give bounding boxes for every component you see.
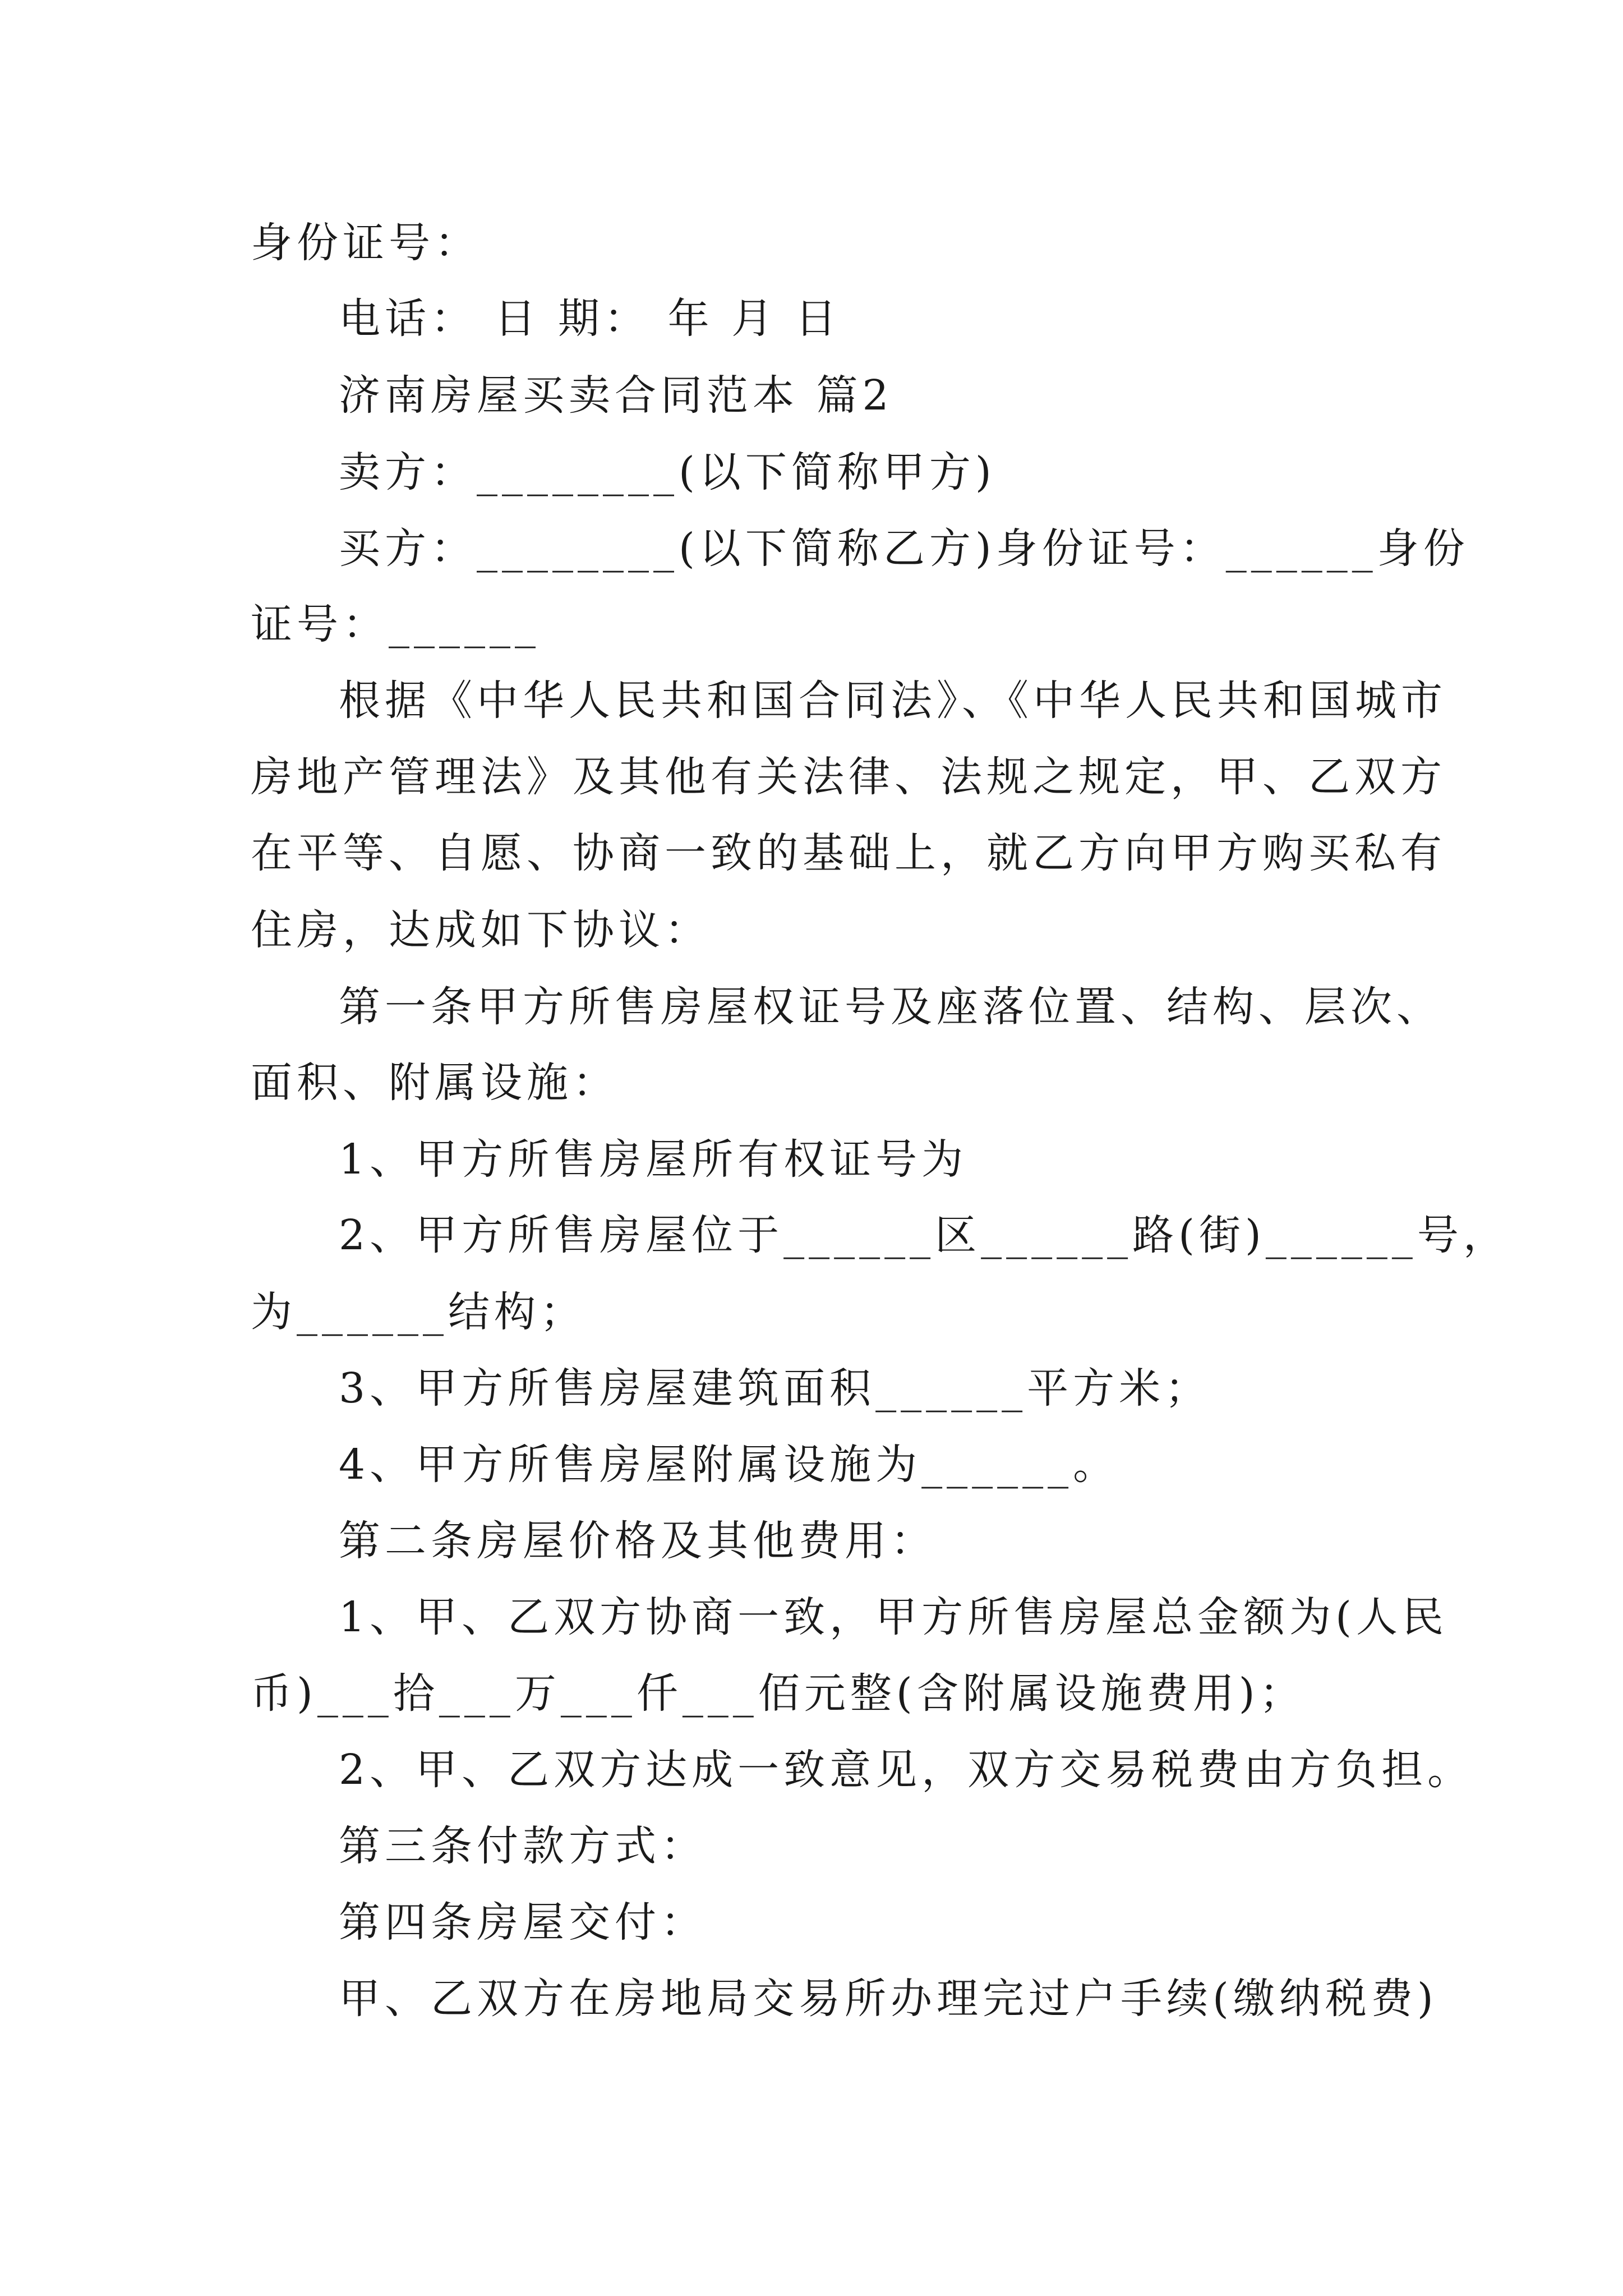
text-line: 1、甲方所售房屋所有权证号为 <box>339 1135 968 1184</box>
text-line: 第一条甲方所售房屋权证号及座落位置、结构、层次、 <box>339 983 1442 1031</box>
text-line: 2、甲方所售房屋位于______区______路(街)______号， <box>339 1211 1509 1259</box>
text-line: 卖方：________(以下简称甲方) <box>339 448 996 496</box>
text-line: 身份证号： <box>251 219 481 267</box>
text-line: 4、甲方所售房屋附属设施为______。 <box>339 1441 1119 1489</box>
text-line: 住房，达成如下协议： <box>251 906 711 954</box>
text-line: 3、甲方所售房屋建筑面积______平方米； <box>339 1364 1211 1412</box>
text-line: 币)___拾___万___仟___佰元整(含附属设施费用)； <box>251 1669 1306 1718</box>
text-line: 面积、附属设施： <box>251 1059 619 1107</box>
text-line: 电话： 日 期： 年 月 日 <box>339 295 841 343</box>
text-line: 房地产管理法》及其他有关法律、法规之规定，甲、乙双方 <box>251 753 1446 801</box>
text-line: 第三条付款方式： <box>339 1822 707 1870</box>
text-line: 第二条房屋价格及其他费用： <box>339 1517 937 1565</box>
text-line: 证号：______ <box>251 600 540 648</box>
text-line: 根据《中华人民共和国合同法》、《中华人民共和国城市 <box>339 677 1447 725</box>
text-line: 甲、乙双方在房地局交易所办理完过户手续(缴纳税费) <box>339 1975 1438 2023</box>
text-line: 为______结构； <box>251 1288 586 1336</box>
text-line: 2、甲、乙双方达成一致意见，双方交易税费由方负担。 <box>339 1746 1474 1794</box>
text-line: 买方：________(以下简称乙方)身份证号：______身份 <box>339 524 1469 573</box>
doc-heading: 济南房屋买卖合同范本 篇2 <box>339 371 893 420</box>
text-line: 在平等、自愿、协商一致的基础上，就乙方向甲方购买私有 <box>251 829 1446 877</box>
text-line: 1、甲、乙双方协商一致，甲方所售房屋总金额为(人民 <box>339 1593 1448 1641</box>
text-line: 第四条房屋交付： <box>339 1898 707 1947</box>
